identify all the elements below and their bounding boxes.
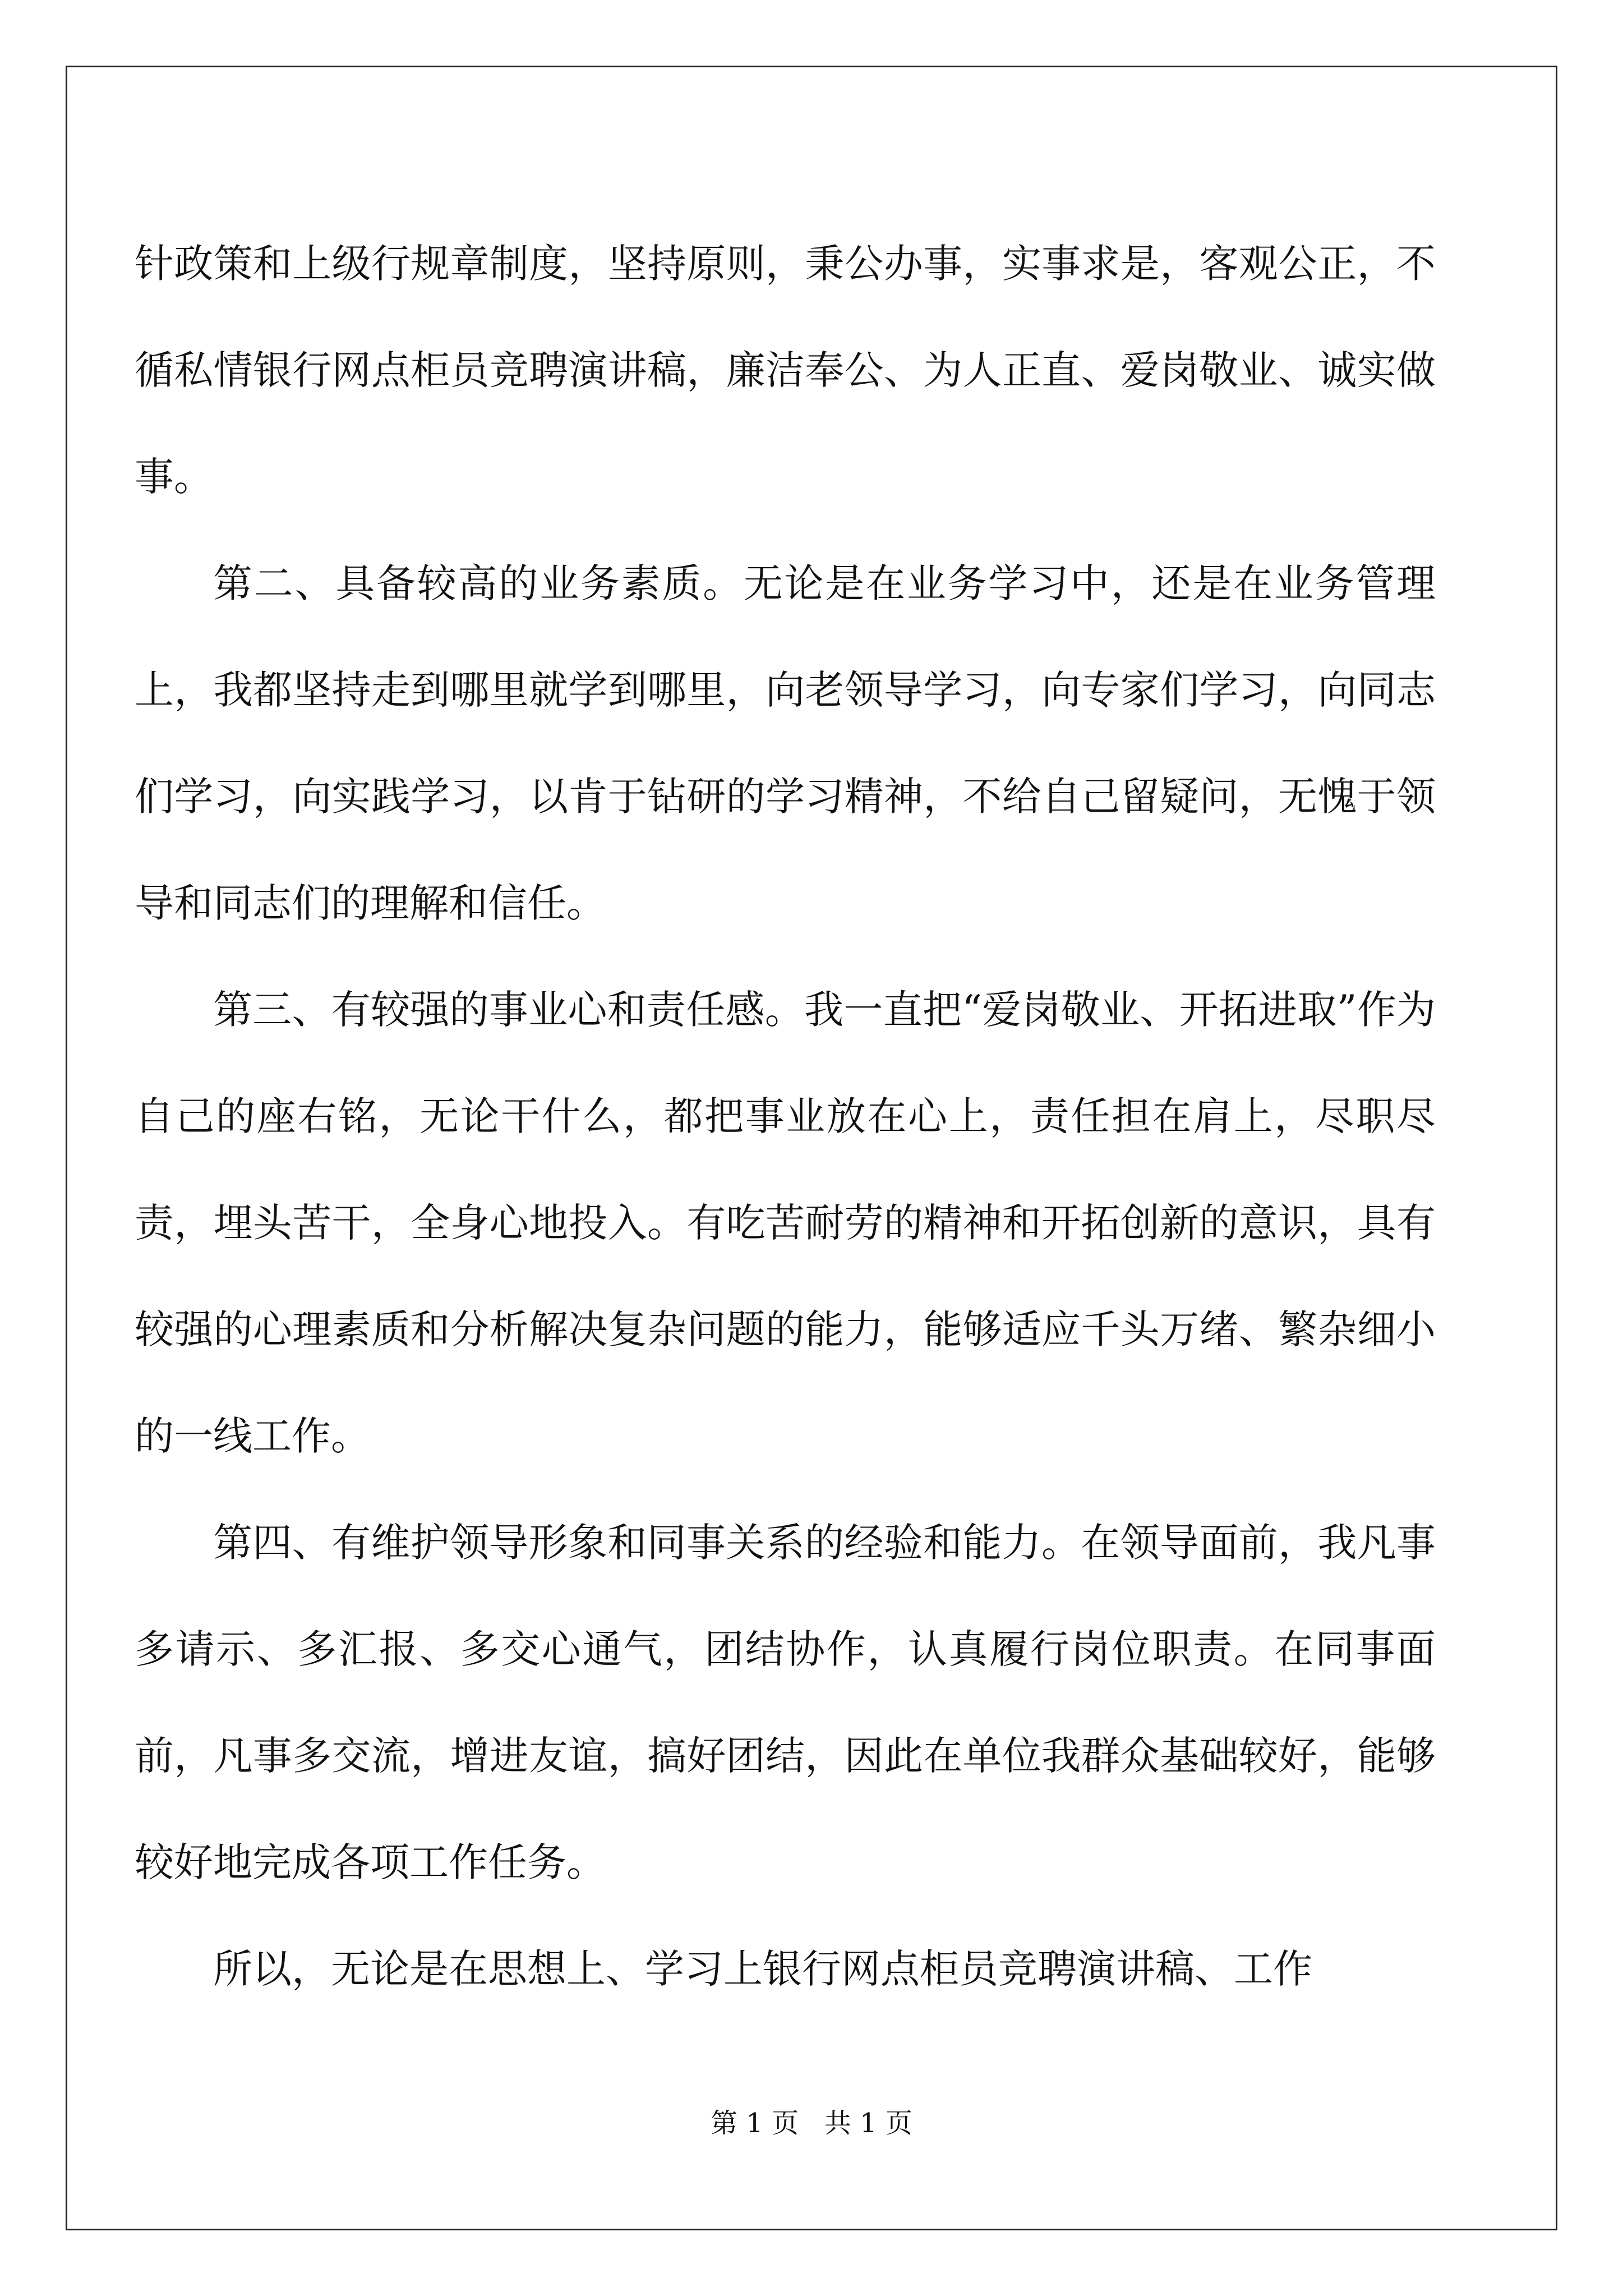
paragraph-2: 第二、具备较高的业务素质。无论是在业务学习中，还是在业务管理上，我都坚持走到哪里就学到哪里，向老领导学习，向专家们学习，向同志们学习，向实践学习，以肯于钻研的学习精神，不给自己留疑问，无愧于领导和同志们的理解和信任。: [135, 560, 1436, 926]
paragraph-4: 第四、有维护领导形象和同事关系的经验和能力。在领导面前，我凡事多请示、多汇报、多交心通气，团结协作，认真履行岗位职责。在同事面前，凡事多交流，增进友谊，搞好团结，因此在单位我群众基础较好，能够较好地完成各项工作任务。: [135, 1520, 1436, 1885]
paragraph-1: 针政策和上级行规章制度，坚持原则，秉公办事，实事求是，客观公正，不循私情银行网点柜员竞聘演讲稿，廉洁奉公、为人正直、爱岗敬业、诚实做事。: [135, 241, 1436, 500]
paragraph-5: 所以，无论是在思想上、学习上银行网点柜员竞聘演讲稿、工作: [213, 1946, 1312, 1992]
document-body: [135, 210, 1436, 2022]
paragraph-3: 第三、有较强的事业心和责任感。我一直把“爱岗敬业、开拓进取”作为自己的座右铭，无论干什么，都把事业放在心上，责任担在肩上，尽职尽责，埋头苦干，全身心地投入。有吃苦耐劳的精神和开拓创新的意识，具有较强的心理素质和分析解决复杂问题的能力，能够适应千头万绪、繁杂细小的一线工作。: [135, 987, 1436, 1459]
page-number-footer: 第 1 页 共 1 页: [711, 2108, 912, 2139]
